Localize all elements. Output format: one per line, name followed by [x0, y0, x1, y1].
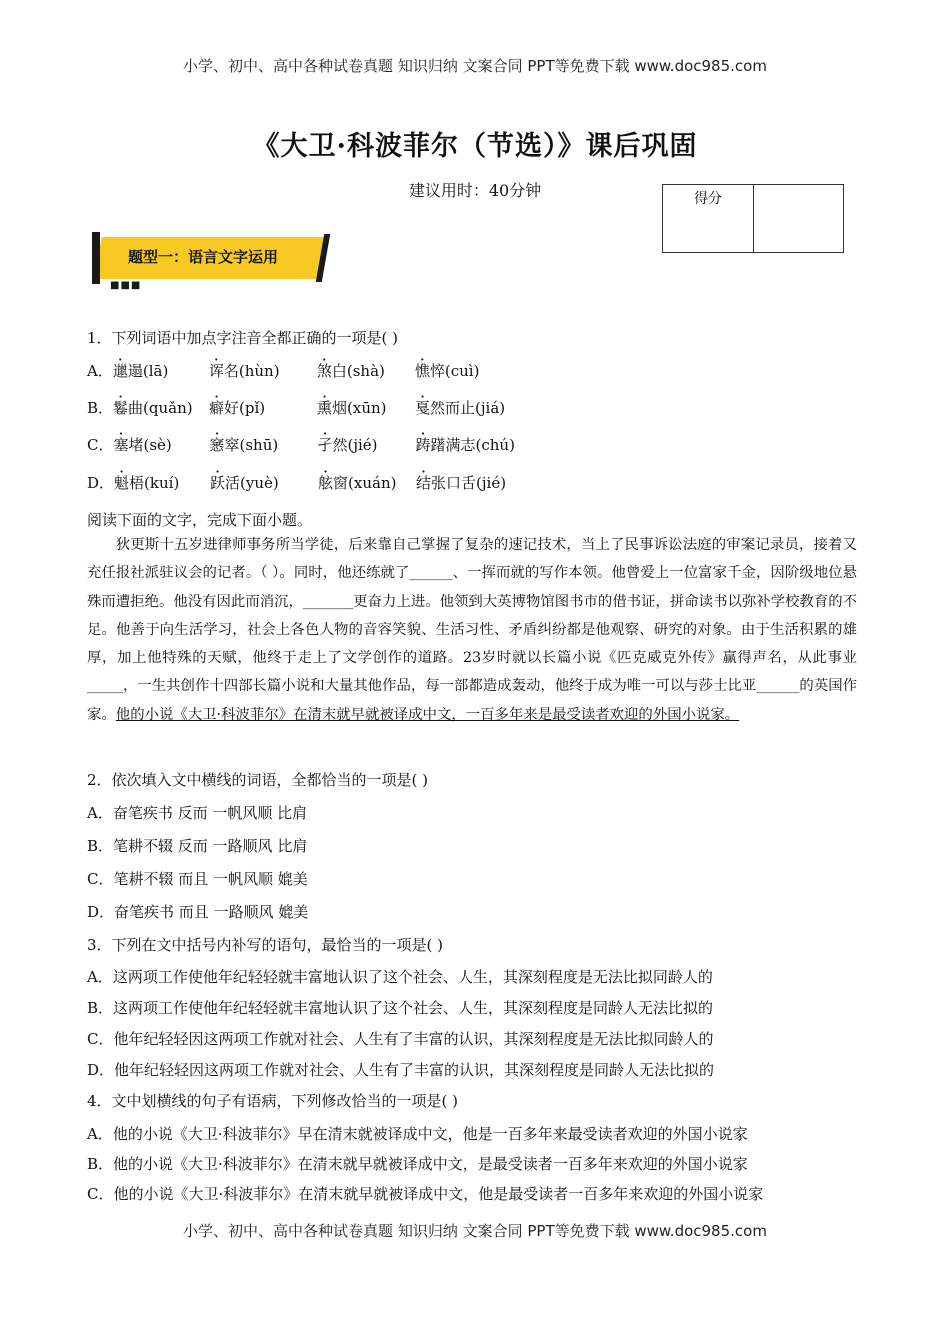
option-key: B． [87, 399, 114, 417]
q3-option-b[interactable]: B．这两项工作使他年纪轻轻就丰富地认识了这个社会、人生，其深刻程度是同龄人无法比拟的 [87, 999, 714, 1017]
dotted-char: 诨 [208, 362, 224, 380]
dotted-char: 窸 [209, 436, 225, 454]
option-word [317, 434, 415, 455]
q3-option-c[interactable]: C．他年纪轻轻因这两项工作就对社会、人生有了丰富的认识，其深刻程度是无法比拟同龄人的 [87, 1030, 714, 1048]
option-word [415, 434, 514, 455]
word-rest: 活(yuè) [225, 474, 279, 492]
reading-passage [87, 531, 857, 729]
section-label: 题型一：语言文字运用 [128, 248, 279, 266]
dotted-char: 戛 [415, 399, 431, 417]
q1-option-d[interactable] [87, 472, 506, 493]
passage-underlined-sentence: 他的小说《大卫·科波菲尔》在清末就早就被译成中文，一百多年来是最受读者欢迎的外国小说家。 [115, 706, 740, 723]
word-rest: 然(jié) [332, 436, 378, 454]
word-rest: 堵(sè) [128, 436, 172, 454]
option-key: A． [87, 362, 113, 380]
word-rest: 遢(lā) [127, 362, 169, 380]
q3-stem: 3．下列在文中括号内补写的语句，最恰当的一项是( ) [87, 936, 444, 954]
dotted-char: 熏 [317, 399, 333, 417]
word-rest: 名(hùn) [223, 362, 280, 380]
dotted-char: 煞 [316, 362, 332, 380]
dotted-char: 鬈 [113, 399, 129, 417]
q4-stem: 4．文中划横线的句子有语病，下列修改恰当的一项是( ) [87, 1092, 459, 1110]
option-word [113, 360, 209, 381]
dotted-char: 癖 [209, 399, 225, 417]
option-word [416, 472, 506, 493]
option-word [415, 360, 480, 381]
q4-option-b[interactable]: B．他的小说《大卫·科波菲尔》在清末就早就被译成中文，是最受读者一百多年来欢迎的外国小说家 [87, 1155, 748, 1173]
q2-option-c[interactable]: C．笔耕不辍 而且 一帆风顺 媲美 [87, 870, 308, 888]
word-rest: 然而止(jiá) [430, 399, 506, 417]
dotted-char: 孑 [317, 436, 333, 454]
option-word [114, 472, 210, 493]
score-field[interactable] [754, 185, 843, 252]
option-word [317, 360, 415, 381]
dotted-char: 舷 [318, 474, 334, 492]
word-rest: 好(pǐ) [224, 399, 266, 417]
page-header: 小学、初中、高中各种试卷真题 知识归纳 文案合同 PPT等免费下载 www.doc985.com [183, 57, 767, 75]
q2-stem: 2．依次填入文中横线的词语，全都恰当的一项是( ) [87, 771, 429, 789]
word-rest: 窣(shū) [224, 436, 279, 454]
q2-option-a[interactable]: A．奋笔疾书 反而 一帆风顺 比肩 [87, 804, 308, 822]
score-box [662, 184, 844, 253]
dotted-char: 踌 [415, 436, 431, 454]
option-word [209, 434, 317, 455]
word-rest: 悴(cuì) [429, 362, 480, 380]
option-word [113, 397, 209, 418]
option-word [113, 434, 209, 455]
option-word [209, 397, 317, 418]
q4-option-a[interactable]: A．他的小说《大卫·科波菲尔》早在清末就被译成中文，他是一百多年来最受读者欢迎的外国小说家 [87, 1125, 748, 1143]
page-title: 《大卫·科波菲尔（节选）》课后巩固 [252, 131, 698, 162]
q1-option-b[interactable] [87, 397, 505, 418]
word-rest: 张口舌(jié) [431, 474, 507, 492]
word-rest: 白(shà) [331, 362, 385, 380]
section-banner: ■■■ 题型一：语言文字运用 [90, 229, 330, 287]
q4-option-c[interactable]: C．他的小说《大卫·科波菲尔》在清末就早就被译成中文，他是最受读者一百多年来欢迎的外国小说家 [87, 1185, 764, 1203]
option-key: D． [87, 474, 115, 492]
word-rest: 烟(xūn) [332, 399, 387, 417]
passage-text: 狄更斯十五岁进律师事务所当学徒，后来靠自己掌握了复杂的速记技术，当上了民事诉讼法庭的审案记录员，接着又充任报社派驻议会的记者。（ ）。同时，他还练就了______、一挥而就的写作本领。他曾爱上一位富家千金，因阶级地位悬殊而遭拒绝。他没有因此而消沉，_______更奋力上进。他领到大英博物馆图书市的借书证，拼命读书以弥补学校教育的不足。他善于向生活学习，社会上各色人物的音容笑貌、生活习性、矛盾纠纷都是他观察、研究的对象。由于生活积累的雄厚，加上他特殊的天赋，他终于走上了文学创作的道路。23岁时就以长篇小说《匹克威克外传》赢得声名，从此事业_____，一生共创作十四部长篇小说和大量其他作品，每一部都造成轰动，他终于成为唯一可以与莎士比亚______的英国作家。 [87, 537, 857, 723]
q2-option-d[interactable]: D．奋笔疾书 而且 一路顺风 媲美 [87, 903, 309, 921]
dotted-char: 邋 [112, 362, 128, 380]
q1-stem: 1．下列词语中加点字注音全都正确的一项是( ) [87, 329, 399, 347]
q3-option-d[interactable]: D．他年纪轻轻因这两项工作就对社会、人生有了丰富的认识，其深刻程度是同龄人无法比拟的 [87, 1061, 715, 1079]
q1-option-a[interactable] [87, 360, 479, 381]
option-word [209, 360, 317, 381]
score-label: 得分 [663, 185, 754, 252]
option-word [318, 472, 416, 493]
word-rest: 曲(quǎn) [128, 399, 193, 417]
suggested-time: 建议用时：40分钟 [408, 181, 542, 200]
option-key: C． [87, 436, 114, 454]
q3-option-a[interactable]: A．这两项工作使他年纪轻轻就丰富地认识了这个社会、人生，其深刻程度是无法比拟同龄人的 [87, 968, 713, 986]
dotted-char: 结 [416, 474, 432, 492]
reading-intro: 阅读下面的文字，完成下面小题。 [87, 511, 313, 529]
dotted-char: 跃 [210, 474, 226, 492]
page-footer: 小学、初中、高中各种试卷真题 知识归纳 文案合同 PPT等免费下载 www.doc985.com [183, 1222, 767, 1240]
word-rest: 躇满志(chú) [430, 436, 515, 454]
option-word [317, 397, 415, 418]
dotted-char: 塞 [113, 436, 129, 454]
option-word [210, 472, 318, 493]
dotted-char: 魁 [114, 474, 130, 492]
option-word [415, 397, 505, 418]
word-rest: 窗(xuán) [333, 474, 397, 492]
dotted-char: 憔 [414, 362, 430, 380]
q2-option-b[interactable]: B．笔耕不辍 反而 一路顺风 比肩 [87, 837, 308, 855]
q1-option-c[interactable] [87, 434, 515, 455]
word-rest: 梧(kuí) [129, 474, 180, 492]
